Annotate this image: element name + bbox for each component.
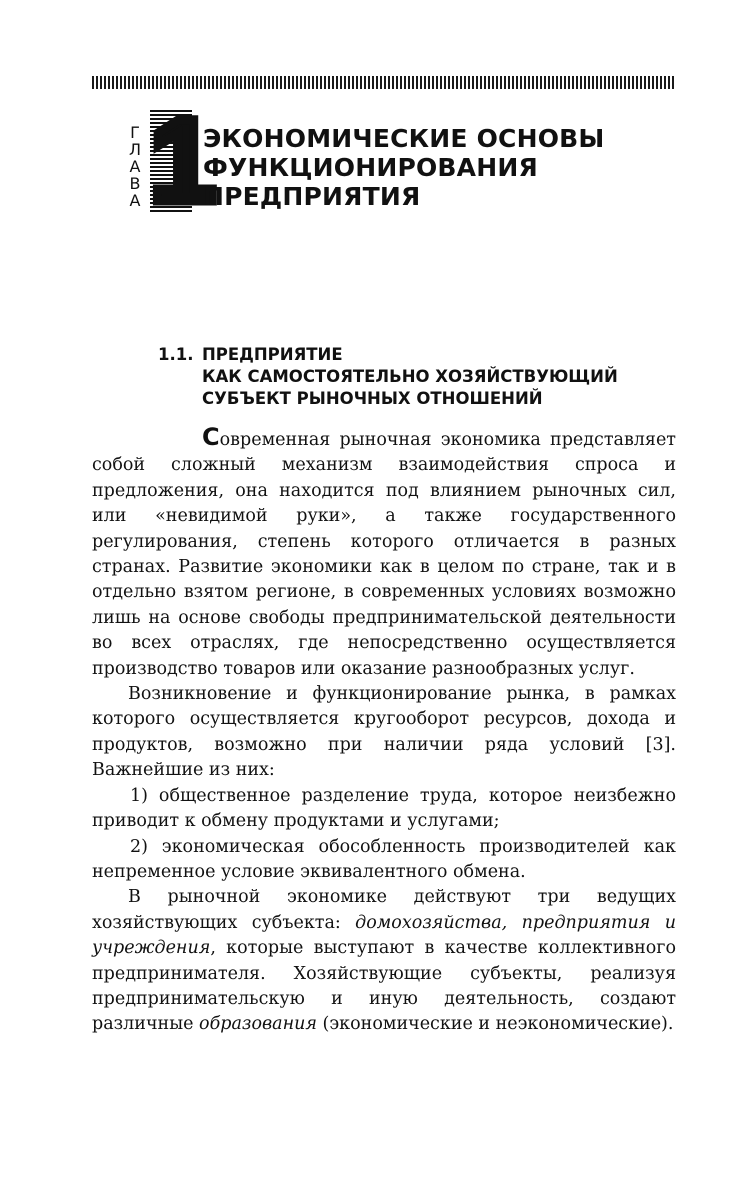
chapter-title-line: ЭКОНОМИЧЕСКИЕ ОСНОВЫ xyxy=(203,124,605,153)
chapter-title-line: ФУНКЦИОНИРОВАНИЯ xyxy=(203,153,538,182)
list-item: 2) экономическая обособленность производителей как непременное условие эквивалентного обмена. xyxy=(92,836,676,882)
paragraph-text: (экономические и неэкономические). xyxy=(316,1014,674,1035)
emphasis-text: домохозяйства, предприятия и учреждения xyxy=(92,912,676,959)
list-item: 1) общественное разделение труда, которое неизбежно приводит к обмену продуктами и услугами; xyxy=(92,785,676,832)
chapter-title-line: ПРЕДПРИЯТИЯ xyxy=(203,182,421,211)
paragraph xyxy=(92,425,676,682)
chapter-number xyxy=(150,95,216,227)
paragraph xyxy=(92,885,676,1037)
section-title-line: КАК САМОСТОЯТЕЛЬНО ХОЗЯЙСТВУЮЩИЙ xyxy=(202,367,618,386)
paragraph-text: В рыночной экономике действуют три ведущих хозяйствующих субъекта: xyxy=(92,887,676,933)
section-title-line: СУБЪЕКТ РЫНОЧНЫХ ОТНОШЕНИЙ xyxy=(202,389,543,408)
chapter-label: Г Л А В А xyxy=(128,123,142,210)
section-title-line: ПРЕДПРИЯТИЕ xyxy=(202,345,343,364)
chapter-title xyxy=(203,124,683,211)
drop-cap: С xyxy=(202,423,220,451)
section-number: 1.1. xyxy=(158,345,194,364)
chapter-number-digit: 1 xyxy=(150,95,216,227)
paragraph-text: овременная рыночная экономика представляет собой сложный механизм взаимодействия спроса и предложения, она находится под влиянием рыночных сил, или «невидимой руки», а также государственного регулирования, степень которого отличается в разных странах. Развитие экономики как в целом по стране, так и в отдельно взятом регионе, в современных условиях возможно лишь на основе свободы предпринимательской деятельности во всех отраслях, где непосредственно осуществляется производство товаров или оказание разнообразных услуг. xyxy=(92,430,676,679)
paragraph-text: , которые выступают в качестве коллективного предпринимателя. Хозяйствующие субъекты, реализуя предпринимательскую и иную деятельность, создают различные xyxy=(92,938,676,1035)
emphasis-text: образования xyxy=(199,1014,317,1035)
top-decorative-rule xyxy=(92,76,676,89)
paragraph: Возникновение и функционирование рынка, в рамках которого осуществляется кругооборот ресурсов, дохода и продуктов, возможно при наличии ряда условий [3]. Важнейшие из них: xyxy=(92,684,676,781)
body-text xyxy=(92,425,676,1038)
